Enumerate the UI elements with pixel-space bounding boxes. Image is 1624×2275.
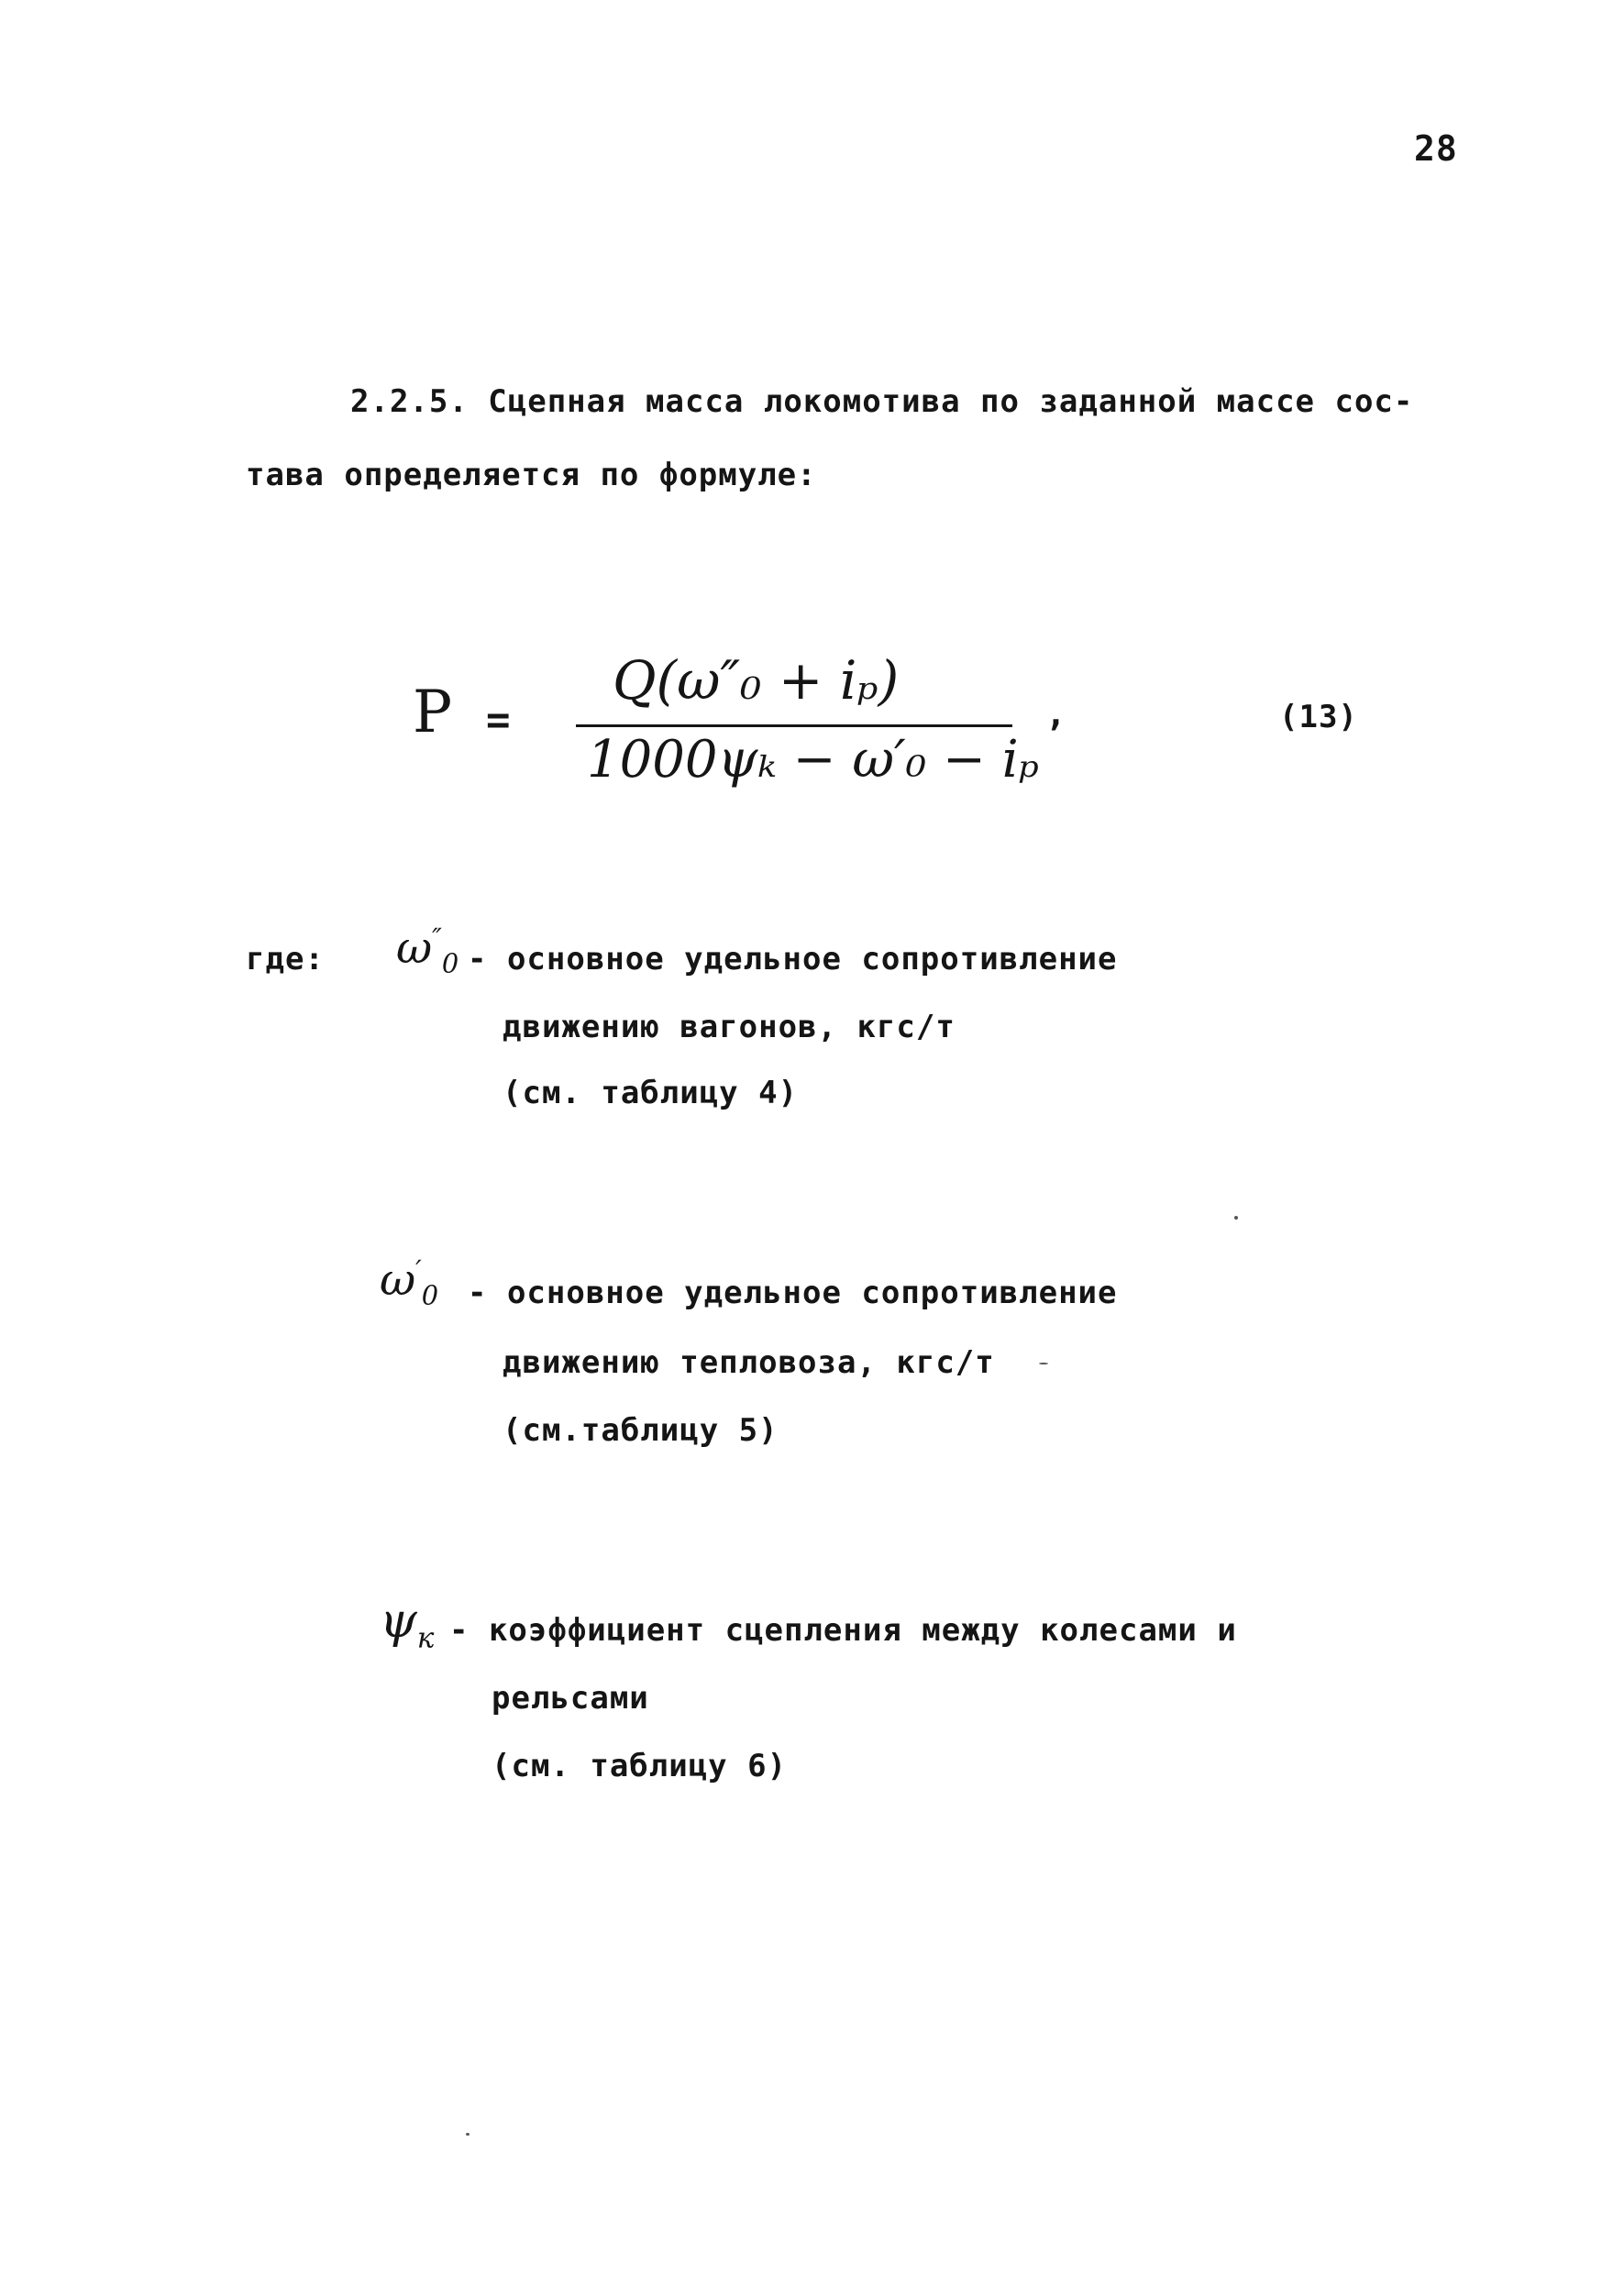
def1-line-3: (см. таблицу 4) — [503, 1075, 799, 1111]
scan-speck — [1234, 1216, 1238, 1220]
formula-number: (13) — [1279, 699, 1358, 735]
def1-line-1: - основное удельное сопротивление — [468, 941, 1118, 977]
where-label: где: — [246, 941, 325, 977]
section-text-line-2: тава определяется по формуле: — [246, 457, 817, 493]
omega-double-prime-symbol: $\omega''_0$ — [396, 922, 459, 979]
page-number: 28 — [1414, 128, 1458, 169]
psi-k-symbol: $\psi_к$ — [380, 1594, 435, 1655]
scan-speck — [1039, 1363, 1048, 1364]
def3-line-1: - коэффициент сцепления между колесами и — [449, 1612, 1237, 1649]
def2-line-1: - основное удельное сопротивление — [468, 1275, 1118, 1311]
def2-line-2: движению тепловоза, кгс/т — [503, 1344, 995, 1381]
fraction-bar — [576, 724, 1012, 727]
formula-denominator: 1000ψₖ − ω′₀ − iₚ — [587, 730, 1040, 790]
scan-speck — [466, 2133, 470, 2136]
def3-line-3: (см. таблицу 6) — [492, 1748, 788, 1784]
def3-line-2: рельсами — [492, 1680, 649, 1717]
formula-lhs: P — [413, 679, 453, 746]
formula-numerator: Q(ω″₀ + iₚ) — [613, 649, 900, 712]
def2-line-3: (см.таблицу 5) — [503, 1412, 779, 1449]
omega-prime-symbol: $\omega'_0$ — [380, 1254, 439, 1311]
section-text-line-1: 2.2.5. Сцепная масса локомотива по заданной массе сос- — [350, 383, 1414, 420]
def1-line-2: движению вагонов, кгс/т — [503, 1009, 956, 1045]
formula-comma: , — [1045, 693, 1067, 734]
formula-equals: = — [486, 697, 512, 744]
